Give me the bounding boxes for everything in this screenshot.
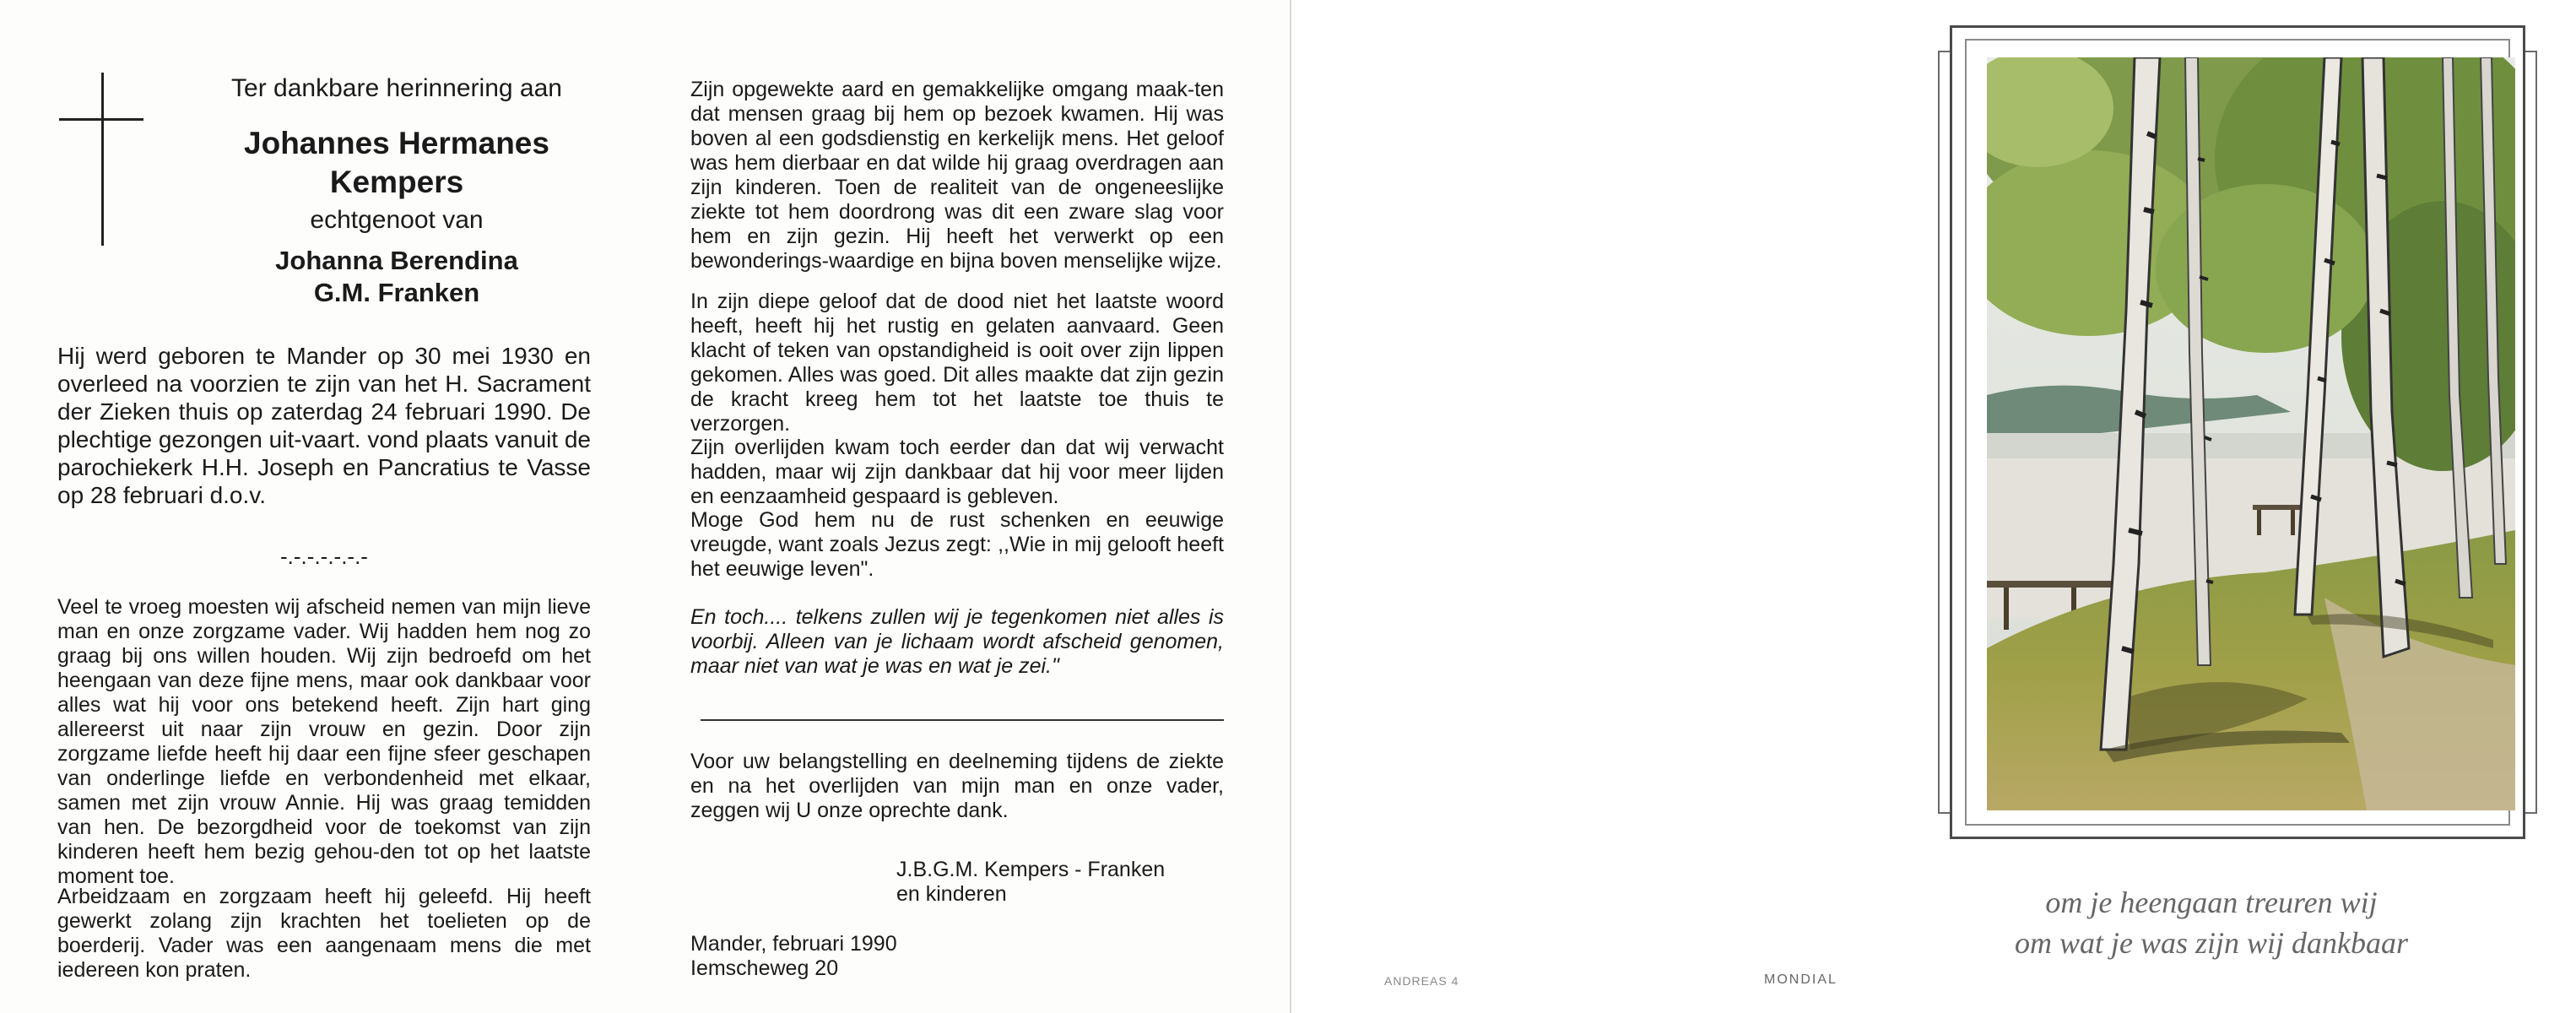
address-line: Iemscheweg 20 (690, 956, 839, 980)
frame-bracket-left (1938, 51, 1950, 814)
cross-icon (101, 73, 104, 246)
intro-line: Ter dankbare herinnering aan (231, 74, 562, 102)
place-date-line: Mander, februari 1990 (690, 932, 897, 956)
motto-line-2: om wat je was zijn wij dankbaar (2014, 926, 2409, 960)
memorial-paragraph-4: In zijn diepe geloof dat de dood niet het laatste woord heeft, heeft hij het rustig en gelaten aanvaard. Geen klacht of teken van opstandigheid is ooit over zijn lippen gekomen. Alles was goed. Dit alles maakte dat zijn gezin de kracht kreeg hem tot het laatste toe thuis te verzorgen. (690, 290, 1224, 436)
memorial-paragraph-2: Arbeidzaam en zorgzaam heeft hij geleefd. Hij heeft gewerkt zolang zijn krachten het toelieten op de boerderij. Vader was een aangenaam mens die met iedereen kon praten. (57, 885, 591, 982)
horizontal-rule (701, 719, 1224, 721)
poem-quote: En toch.... telkens zullen wij je tegenkomen niet alles is voorbij. Alleen van je lichaam wordt afscheid genomen, maar niet van wat je was en wat je zei." (690, 605, 1224, 678)
memorial-paragraph-5: Zijn overlijden kwam toch eerder dan dat wij verwacht hadden, maar wij zijn dankbaar dat hij voor meer lijden en eenzaamheid gespaard is gebleven. (690, 436, 1224, 508)
place-date-block (690, 932, 1028, 981)
birch-trees-lake-photo (1987, 57, 2515, 810)
memorial-paragraph-6: Moge God hem nu de rust schenken en eeuwige vreugde, want zoals Jezus zegt: ,,Wie in mij gelooft heeft het eeuwige leven". (690, 508, 1224, 581)
memorial-paragraph-1: Veel te vroeg moesten wij afscheid nemen van mijn lieve man en onze zorgzame vader. Wij hadden hem nog zo graag bij ons willen houden. Wij zijn bedroefd om het heengaan van deze fijne mens, maar ook dankbaar voor alles wat hij voor ons betekend heeft. Zijn hart ging allereerst uit naar zijn vrouw en gezin. Door zijn zorgzame liefde heeft hij daar een fijne sfeer geschapen van onderlinge liefde en verbondenheid met elkaar, samen met zijn vrouw Annie. Hij was graag temidden van hen. De bezorgdheid voor de toekomst van zijn kinderen heeft hem bezig gehou-den tot op het laatste moment toe. (57, 595, 591, 888)
dash-divider: -.-.-.-.-.-.- (280, 544, 368, 569)
card-right-panel (1291, 0, 2576, 1013)
frame-bracket-right (2525, 51, 2537, 814)
cross-icon-bar (59, 118, 143, 121)
printer-code-right: MONDIAL (1764, 972, 1837, 987)
motto-line-1: om je heengaan treuren wij (2045, 886, 2378, 919)
deceased-name-line2: Kempers (329, 165, 464, 199)
signature-block (896, 858, 1234, 907)
memorial-paragraph-3: Zijn opgewekte aard en gemakkelijke omgang maak-ten dat mensen graag bij hem op bezoek kwamen. Hij was boven al een godsdienstig en kerkelijk mens. Het geloof was hem dierbaar en dat wilde hij graag overdragen aan zijn kinderen. Toen de realiteit van de ongeneeslijke ziekte tot hem doordrong was dit een zware slag voor hem en zijn gezin. Hij heeft het verwerkt op een bewonderings-waardige en bijna boven menselijke wijze. (690, 78, 1224, 273)
spouse-name-line1: Johanna Berendina (275, 246, 518, 275)
signature-line-2: en kinderen (896, 882, 1007, 906)
signature-line-1: J.B.G.M. Kempers - Franken (896, 858, 1166, 881)
deceased-name-line1: Johannes Hermanes (244, 126, 549, 160)
spouse-label: echtgenoot van (310, 206, 484, 234)
spouse-name-line2: G.M. Franken (313, 278, 480, 307)
thanks-paragraph: Voor uw belangstelling en deelneming tijdens de ziekte en na het overlijden van mijn man en onze vader, zeggen wij U onze oprechte dank. (690, 750, 1224, 822)
biography-paragraph: Hij werd geboren te Mander op 30 mei 1930 en overleed na voorzien te zijn van het H. Sacrament der Zieken thuis op zaterdag 24 februari 1990. De plechtige gezongen uit-vaart. vond plaats vanuit de parochiekerk H.H. Joseph en Pancratius te Vasse op 28 februari d.o.v. (57, 343, 591, 508)
printer-code-left: ANDREAS 4 (1384, 974, 1459, 988)
landscape-illustration (1987, 57, 2515, 810)
